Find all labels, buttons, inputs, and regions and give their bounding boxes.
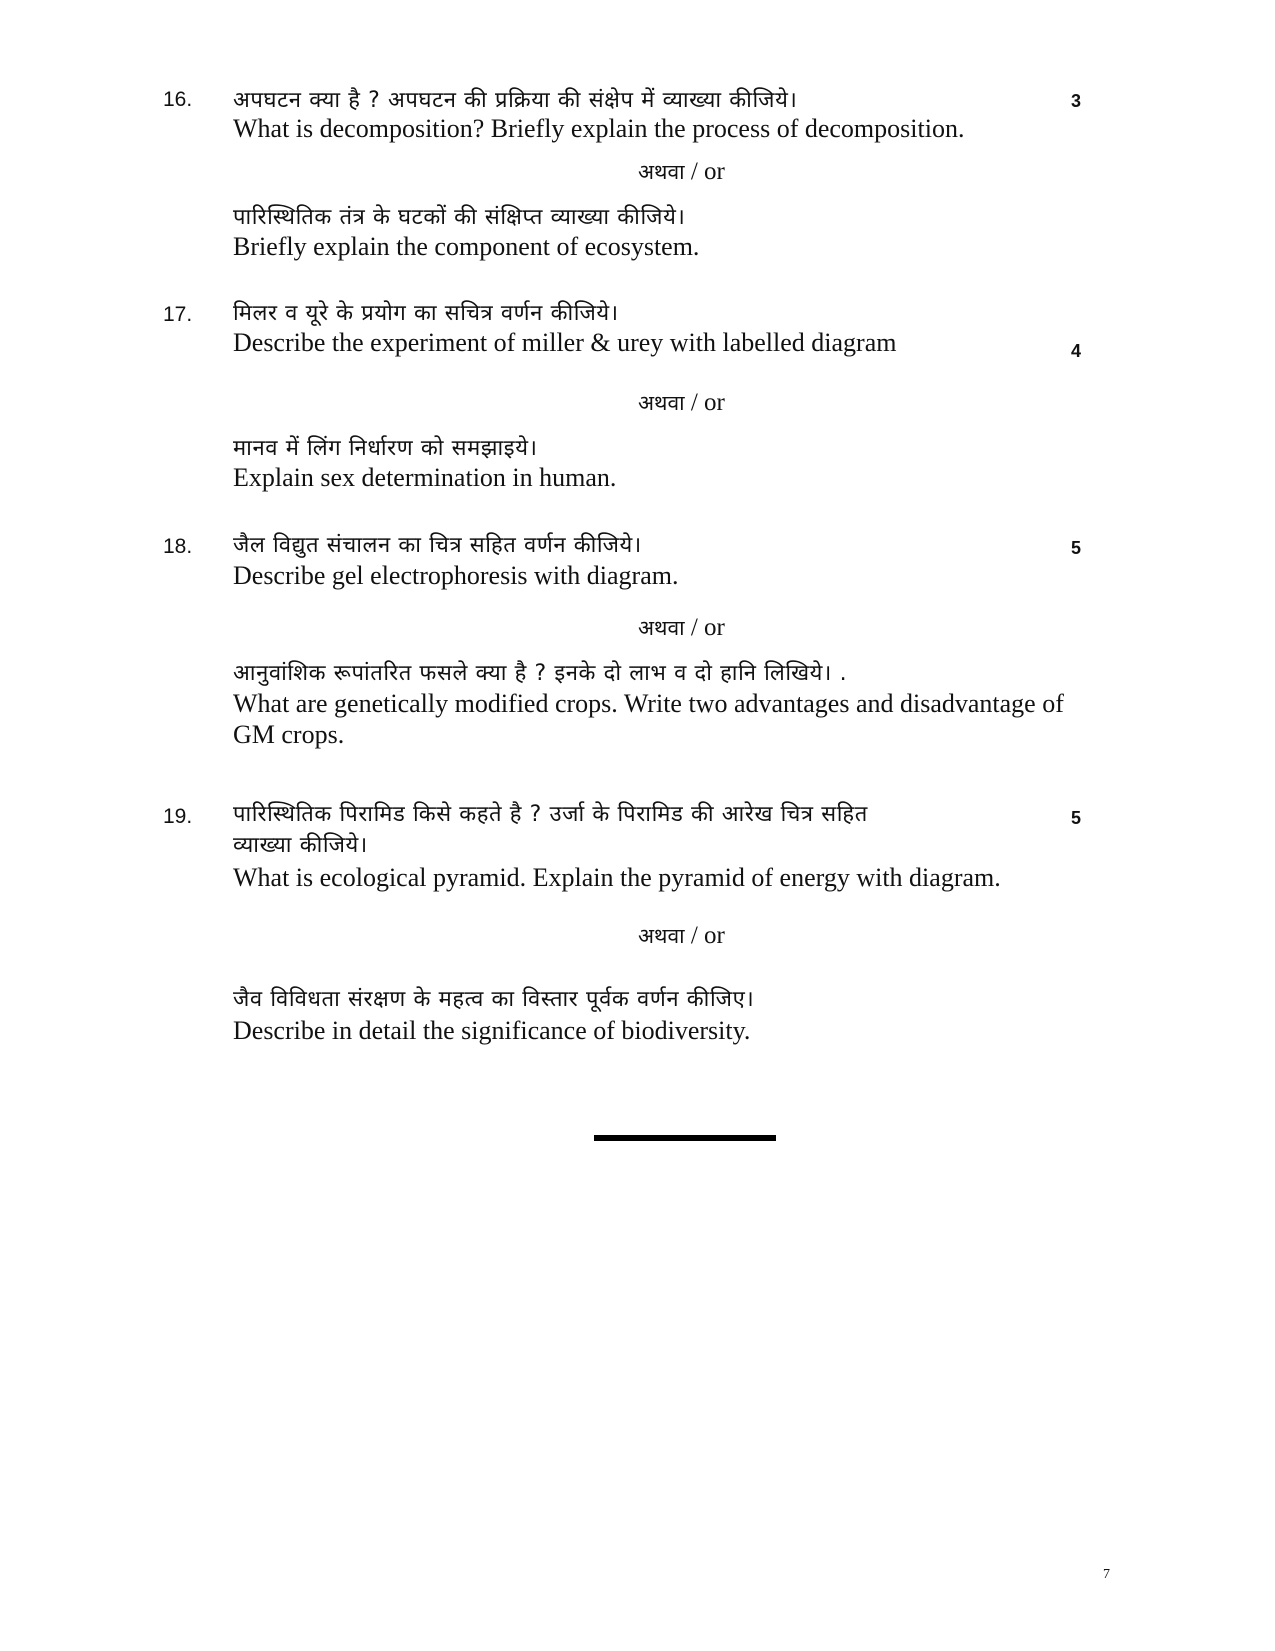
question-text-english: Describe gel electrophoresis with diagram.: [233, 561, 679, 590]
question-text-hindi: जैल विद्युत संचालन का चित्र सहित वर्णन कीजिये।: [233, 533, 642, 558]
question-text-hindi: पारिस्थितिक पिरामिड किसे कहते है ? उर्जा के पिरामिड की आरेख चित्र सहित: [233, 802, 868, 827]
question-text-hindi: मिलर व यूरे के प्रयोग का सचित्र वर्णन कीजिये।: [233, 301, 619, 326]
or-divider: अथवा / or: [638, 614, 725, 641]
alternative-question-hindi: जैव विविधता संरक्षण के महत्व का विस्तार पूर्वक वर्णन कीजिए।: [233, 987, 755, 1012]
alternative-question-english: Describe in detail the significance of biodiversity.: [233, 1016, 751, 1045]
question-text-english: Describe the experiment of miller & urey with labelled diagram: [233, 328, 897, 357]
question-number: 17.: [163, 303, 193, 326]
alternative-question-english: Explain sex determination in human.: [233, 463, 617, 492]
or-divider: अथवा / or: [638, 922, 725, 949]
alternative-question-hindi: आनुवांशिक रूपांतरित फसले क्या है ? इनके दो लाभ व दो हानि लिखिये। .: [233, 661, 848, 686]
question-marks: 5: [1071, 808, 1082, 828]
alternative-question-english: Briefly explain the component of ecosystem.: [233, 232, 700, 261]
question-marks: 3: [1071, 91, 1082, 111]
or-divider: अथवा / or: [638, 389, 725, 416]
question-number: 16.: [163, 88, 193, 111]
alternative-question-hindi: मानव में लिंग निर्धारण को समझाइये।: [233, 436, 538, 461]
or-divider: अथवा / or: [638, 158, 725, 185]
question-marks: 4: [1071, 341, 1082, 361]
question-text-english: What is decomposition? Briefly explain the process of decomposition.: [233, 114, 965, 143]
question-text-hindi: अपघटन क्या है ? अपघटन की प्रक्रिया की संक्षेप में व्याख्या कीजिये।: [233, 88, 798, 113]
end-of-paper-rule: [594, 1135, 776, 1141]
alternative-question-hindi: पारिस्थितिक तंत्र के घटकों की संक्षिप्त व्याख्या कीजिये।: [233, 205, 686, 230]
alternative-question-english: What are genetically modified crops. Write two advantages and disadvantage of: [233, 689, 1064, 718]
question-text-english: What is ecological pyramid. Explain the pyramid of energy with diagram.: [233, 863, 1001, 892]
page-number: 7: [1103, 1567, 1110, 1582]
question-marks: 5: [1071, 538, 1082, 558]
alternative-question-english: GM crops.: [233, 720, 345, 749]
question-text-hindi: व्याख्या कीजिये।: [233, 833, 368, 858]
question-number: 19.: [163, 805, 193, 828]
question-number: 18.: [163, 535, 193, 558]
